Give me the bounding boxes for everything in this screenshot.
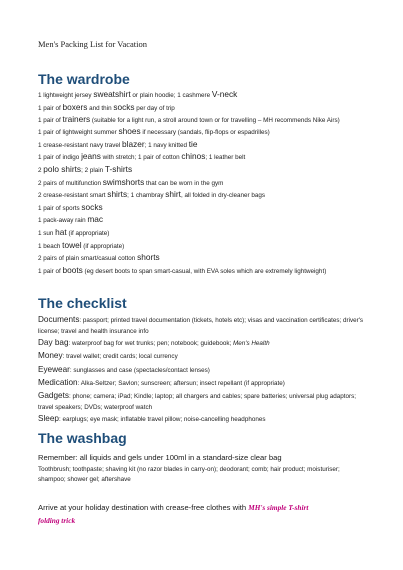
item-text: (suitable for a light run, a stroll around town or for travelling – MH recommends Nike Airs) [90,117,340,125]
checklist-item [38,350,368,363]
wardrobe-item [38,114,368,126]
item-keyword: hat [55,226,67,237]
item-text: and thin [87,104,114,112]
checklist-item [38,390,368,413]
item-text: , all folded in dry-cleaner bags [180,192,265,200]
checklist-label: Medication [38,377,78,387]
item-text: 2 crease-resistant smart [38,192,108,200]
checklist-text: : phone; camera; iPad; Kindle; laptop; all chargers and cables; spare batteries; universal plug adaptors; travel speakers; DVDs; waterproof watch [38,393,356,412]
item-keyword: V-neck [211,89,238,99]
washbag-items: Toothbrush; toothpaste; shaving kit (no razor blades in carry-on); deodorant; comb; hair product; moisturiser; shampoo; shower gel; aftershave [38,466,340,483]
folding-trick-link[interactable]: folding trick [38,516,76,525]
washbag-remember: Remember: all liquids and gels under 100ml in a standard-size clear bag [38,453,282,462]
item-keyword: swimshorts [102,176,145,187]
checklist-label: Day bag [38,338,69,347]
item-text: 2 pairs of plain smart/casual cotton [38,255,138,263]
checklist-text: : Alka-Seltzer; Savlon; sunscreen; aftersun; insect repellant (if appropriate) [77,379,285,387]
magazine-name: Men's Health [233,340,270,347]
checklist-item [38,314,368,337]
checklist-label: Documents [38,315,80,324]
item-keyword: shorts [137,252,160,263]
item-keyword: shirts [107,189,128,200]
checklist-label: Sleep [38,414,59,424]
item-text: per day of trip [134,104,175,112]
item-keyword: boxers [62,101,88,112]
wardrobe-list [38,89,368,277]
washbag-section [38,430,368,525]
item-text: 1 pair of lightweight summer [38,129,119,137]
item-text: that can be worn in the gym [144,179,224,187]
item-keyword: socks [113,101,135,112]
wardrobe-item [38,151,368,164]
wardrobe-item [38,189,368,202]
wardrobe-section [38,71,368,277]
checklist-text: : passport; printed travel documentation (tickets, hotels etc); visas and vaccination certificates; driver's license; travel and health insurance info [38,317,364,335]
item-text: 2 pairs of multifunction [38,179,103,187]
checklist-text: : waterproof bag for wet trunks; pen; notebook; guidebook; [68,340,234,347]
item-keyword: towel [62,239,82,250]
item-text: ; 1 chambray [127,192,166,200]
item-keyword: blazer [122,138,145,149]
item-keyword: T-shirts [104,163,133,174]
arrive-note [38,497,368,525]
checklist-label: Eyewear [38,364,70,374]
checklist-text: : travel wallet; credit cards; local currency [62,353,178,361]
wardrobe-item [38,202,368,215]
checklist-item [38,377,368,390]
checklist-section [38,295,368,426]
checklist-item [38,337,368,350]
wardrobe-item [38,102,368,115]
item-text: or plain hoodie; 1 cashmere [130,92,212,99]
wardrobe-item [38,265,368,277]
checklist-heading: The checklist [38,295,127,311]
item-text: if necessary (sandals, flip-flops or espadrilles) [140,129,270,137]
item-keyword: trainers [62,114,91,125]
item-keyword: sweatshirt [93,89,131,99]
item-text: ; 1 leather belt [205,154,246,162]
item-text: 1 pair of sports [38,204,82,212]
wardrobe-item [38,164,368,177]
wardrobe-item [38,126,368,139]
item-text: with stretch; 1 pair of cotton [100,154,182,162]
wardrobe-item [38,89,368,102]
item-text: ; 2 plain [81,166,105,174]
wardrobe-item [38,139,368,152]
item-text: (if appropriate) [66,229,110,237]
item-keyword: jeans [81,151,101,162]
wardrobe-item [38,227,368,240]
item-text: 1 pair of [38,267,63,275]
item-text: 1 pair of indigo [38,154,82,162]
item-text: 2 [38,166,44,174]
item-text: 1 sun [38,229,56,237]
item-keyword: boots [62,264,83,275]
item-text: 1 crease-resistant navy travel [38,141,122,149]
checklist-text: : earplugs; eye mask; inflatable travel pillow; noise-cancelling headphones [58,416,266,424]
item-text: (if appropriate) [81,242,125,250]
wardrobe-item [38,177,368,190]
washbag-heading: The washbag [38,430,127,446]
checklist-item [38,413,368,426]
item-text: 1 beach [38,242,63,250]
checklist-label: Gadgets [38,391,69,401]
item-keyword: chinos [181,151,206,162]
item-keyword: shoes [118,126,141,137]
item-text: 1 pack-away rain [38,217,88,225]
checklist-label: Money [38,351,63,361]
item-keyword: shirt [165,189,181,200]
wardrobe-item [38,214,368,227]
checklist-item [38,364,368,377]
item-text: ; 1 navy knitted [144,141,189,149]
item-keyword: mac [87,214,104,225]
wardrobe-heading: The wardrobe [38,71,130,87]
item-keyword: polo shirts [43,163,82,174]
checklist-text: : sunglasses and case (spectacles/contact lenses) [69,366,210,374]
wardrobe-item [38,252,368,265]
item-text: 1 lightweight jersey [38,92,94,99]
item-keyword: socks [81,201,103,212]
item-text: 1 pair of [38,117,63,125]
arrive-text: Arrive at your holiday destination with crease-free clothes with [38,503,249,512]
item-text: 1 pair of [38,104,63,112]
item-text: (eg desert boots to span smart-casual, with EVA soles which are extremely lightweight) [82,267,327,275]
wardrobe-item [38,240,368,253]
tshirt-trick-link[interactable]: MH's simple T-shirt [248,503,309,512]
checklist-list [38,314,368,426]
document-title: Men's Packing List for Vacation [38,39,148,49]
item-keyword: tie [188,138,198,149]
